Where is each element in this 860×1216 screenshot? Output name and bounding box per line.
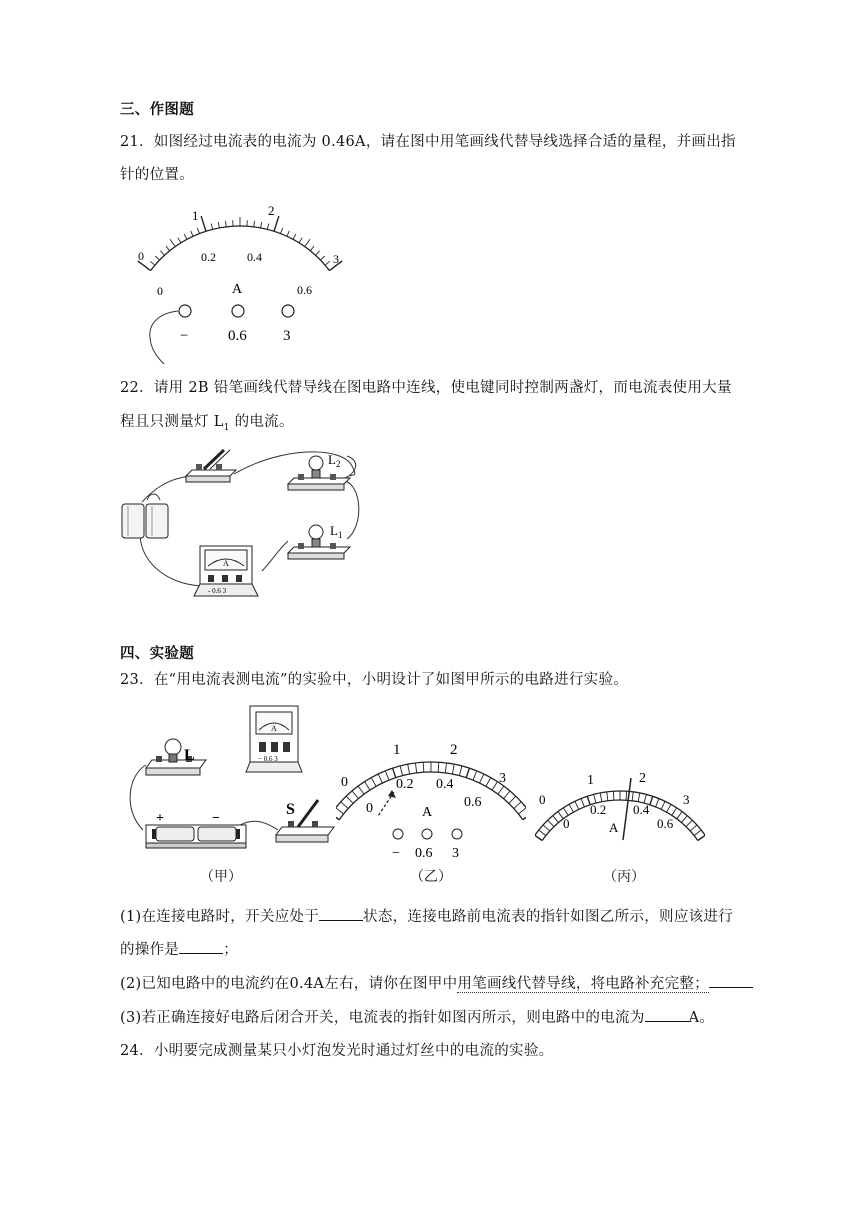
- terminal-3-21[interactable]: [282, 305, 294, 317]
- dial-tick: [336, 814, 339, 820]
- terminal-negative-21[interactable]: [179, 305, 191, 317]
- dial-tick: [466, 768, 469, 777]
- ammeter-scale-21: [138, 216, 342, 271]
- dial-yi-top-tick-2: 2: [450, 742, 458, 758]
- dial-tick: [607, 792, 608, 801]
- answer-blank-operation[interactable]: [179, 941, 223, 954]
- q23-2-text-a: (2)已知电路中的电流约在0.4A左右，请你在图甲中: [120, 976, 458, 992]
- wire-battery-to-meter: [140, 536, 205, 586]
- lamp-l-jia: [146, 739, 206, 775]
- terminal-label-0-6-21: 0.6: [228, 328, 247, 344]
- dial-yi-unit: A: [422, 805, 433, 820]
- section-title-experiment: 四、实验题: [120, 646, 194, 662]
- dial-bing-bottom-tick-06: 0.6: [657, 816, 674, 831]
- q22-text-line2: [120, 410, 294, 433]
- dial-tick: [613, 791, 614, 800]
- q23-part1-line2: [120, 938, 238, 959]
- dial-tick: [543, 825, 550, 831]
- dial-tick: [365, 782, 370, 790]
- lamp-label-jia: L: [184, 747, 195, 764]
- q22-text-line1: 22．请用 2B 铅笔画线代替导线在图电路中连线，使电键同时控制两盏灯，而电流表使用大量: [120, 380, 732, 396]
- q22-text-post: 的电流。: [229, 414, 294, 430]
- wire-l1-to-meter: [262, 541, 288, 571]
- terminal-yi-0-6: [422, 829, 432, 839]
- dial21-top-tick-3: 3: [333, 252, 339, 266]
- dial-tick: [341, 802, 348, 809]
- dial21-unit: A: [232, 282, 243, 297]
- q23-2-text-b: 用笔画线代替导线，将电路补充完整；: [457, 976, 709, 992]
- dial-tick: [539, 830, 546, 836]
- dial-tick: [681, 816, 687, 823]
- terminal-yi-label-negative: −: [392, 846, 400, 861]
- dial-tick: [503, 791, 509, 799]
- q23-1-text-a: (1)在连接电路时，开关应处于: [120, 909, 320, 925]
- dial21-top-tick-1: 1: [192, 208, 199, 223]
- dial-tick: [656, 799, 659, 807]
- dial-tick: [385, 771, 389, 780]
- q23-text: 23．在“用电流表测电流”的实验中，小明设计了如图甲所示的电路进行实验。: [120, 672, 629, 688]
- dial-tick: [415, 763, 416, 773]
- dial-tick: [694, 830, 701, 836]
- dial-tick: [509, 796, 516, 803]
- lamp-l1-label: $L_1$: [330, 523, 343, 540]
- dial-yi-bottom-tick-06: 0.6: [464, 795, 482, 810]
- q22-text-pre: 程且只测量灯 L: [120, 414, 224, 430]
- dial-tick: [178, 238, 181, 243]
- q23-3-text-b: A。: [688, 1010, 715, 1026]
- dial-tick: [492, 782, 497, 790]
- dial-tick: [166, 246, 170, 251]
- dial-tick: [267, 224, 268, 230]
- dial-tick: [336, 808, 344, 814]
- dial-tick: [626, 791, 627, 800]
- needle-bing: [623, 778, 631, 840]
- dial-tick: [170, 239, 175, 246]
- terminal-label-3-21: 3: [283, 328, 291, 344]
- dial-tick: [438, 762, 439, 772]
- dial-tick: [408, 764, 410, 774]
- dial-bing-bottom-tick-0: 0: [563, 816, 570, 831]
- q22-text-sub: 1: [223, 422, 230, 433]
- ammeter-jia-unit: A: [271, 724, 277, 733]
- lead-wire-21: [150, 311, 178, 364]
- dial-tick: [352, 791, 358, 799]
- dial-tick: [281, 228, 283, 234]
- q23-part1-line1: [120, 905, 733, 926]
- dial-tick: [459, 766, 462, 776]
- dial-tick: [287, 231, 290, 236]
- section-title-drawing: 三、作图题: [120, 102, 194, 118]
- circuit-figure-22: [112, 436, 382, 608]
- circuit-figure-jia: [118, 700, 340, 860]
- knife-switch-22: [186, 450, 236, 482]
- dial-tick: [191, 231, 194, 236]
- dial21-top-tick-2: 2: [268, 203, 275, 218]
- ammeter-dial-figure-bing: [535, 760, 705, 850]
- dial-tick: [523, 814, 526, 820]
- dial-tick: [325, 261, 330, 265]
- dial-tick: [563, 808, 568, 816]
- dial-tick: [293, 234, 296, 239]
- q21-text-line1: 21．如图经过电流表的电流为 0.46A，请在图中用笔画线代替导线选择合适的量程，并画出指: [120, 134, 736, 150]
- caption-yi: （乙）: [410, 869, 452, 885]
- dial-tick: [698, 835, 705, 840]
- dial-tick: [197, 228, 199, 234]
- dial21-bottom-tick-04: 0.4: [247, 250, 262, 264]
- dial-yi-bottom-tick-0: 0: [366, 801, 373, 816]
- dial-yi-top-tick-3: 3: [499, 771, 506, 786]
- dial-tick: [201, 216, 206, 231]
- caption-jia: （甲）: [200, 869, 242, 885]
- dial-tick: [672, 808, 677, 816]
- dial-tick: [480, 774, 484, 783]
- dial-tick: [575, 801, 579, 809]
- dial-tick: [569, 804, 573, 812]
- dial-tick: [184, 234, 187, 239]
- dial-tick: [150, 261, 155, 265]
- dial21-bottom-tick-06: 0.6: [297, 283, 312, 297]
- dial-tick: [299, 238, 302, 243]
- dial-tick: [690, 825, 697, 831]
- dial-tick: [548, 820, 554, 826]
- terminal-yi-3: [452, 829, 462, 839]
- lamp-l2-label: $L_2$: [328, 452, 341, 469]
- dial-tick: [518, 808, 526, 814]
- dial21-bottom-tick-02: 0.2: [201, 250, 216, 264]
- dial-tick: [445, 763, 446, 773]
- dial-tick: [650, 796, 653, 805]
- dial-tick: [310, 246, 314, 251]
- dial-tick: [155, 256, 159, 260]
- dial-tick: [274, 216, 279, 231]
- dial-tick: [667, 804, 671, 812]
- lamp-l2: [288, 456, 350, 490]
- dial-tick: [581, 799, 584, 807]
- dial-tick: [677, 812, 682, 819]
- terminal-yi-negative: [393, 829, 403, 839]
- dial-tick: [358, 786, 364, 794]
- ammeter-22-unit: A: [223, 559, 229, 568]
- terminal-yi-label-3: 3: [452, 846, 459, 861]
- ammeter-22-terminals: - 0.6 3: [208, 587, 227, 595]
- dial-tick: [378, 774, 382, 783]
- ammeter-scale-bing: [535, 791, 705, 841]
- wire-lamp-to-battery: [130, 765, 146, 830]
- wire-switch-to-battery: [142, 476, 192, 502]
- answer-blank-current[interactable]: [645, 1009, 689, 1022]
- dial-tick: [305, 239, 310, 246]
- dial-tick: [261, 222, 262, 228]
- dial-tick: [661, 801, 665, 809]
- dial-tick: [535, 835, 542, 840]
- dial-bing-top-tick-1: 1: [587, 773, 594, 788]
- q23-part2: [120, 972, 753, 993]
- dial-tick: [514, 802, 521, 809]
- dial-tick: [498, 786, 504, 794]
- battery-jia: [146, 825, 246, 848]
- terminal-0-6-21[interactable]: [232, 305, 244, 317]
- dial-bing-top-tick-0: 0: [539, 792, 546, 807]
- dial-tick: [316, 251, 320, 255]
- ammeter-jia-terminals: − 0.6 3: [258, 755, 278, 763]
- dial-tick: [638, 793, 640, 802]
- dial-bing-top-tick-3: 3: [683, 792, 690, 807]
- dial-tick: [600, 793, 602, 802]
- battery-minus-label: −: [212, 811, 220, 826]
- answer-blank-circuit[interactable]: [709, 975, 753, 988]
- dial-tick: [400, 766, 403, 776]
- answer-blank-switch-state[interactable]: [319, 908, 363, 921]
- dial-tick: [686, 820, 692, 826]
- dial21-top-tick-0: 0: [138, 249, 144, 263]
- dial-bing-top-tick-2: 2: [639, 771, 646, 786]
- terminal-yi-label-0-6: 0.6: [415, 846, 433, 861]
- dial-tick: [486, 778, 491, 787]
- dial-yi-bottom-tick-02: 0.2: [396, 777, 414, 792]
- dial-arc: [151, 226, 330, 271]
- dial-tick: [346, 796, 353, 803]
- dial-tick: [225, 221, 226, 227]
- dial-tick: [473, 771, 477, 780]
- dial-tick: [211, 224, 212, 230]
- battery-plus-label: +: [156, 811, 164, 826]
- dial-tick: [452, 764, 454, 774]
- q21-text-line2: 针的位置。: [120, 167, 194, 183]
- dial-tick: [320, 256, 324, 260]
- dial-yi-top-tick-1: 1: [393, 742, 401, 758]
- dial-bing-bottom-tick-02: 0.2: [590, 802, 607, 817]
- q23-3-text-a: (3)若正确连接好电路后闭合开关，电流表的指针如图丙所示，则电路中的电流为: [120, 1010, 645, 1026]
- dial-tick: [553, 816, 559, 823]
- wire-l2-to-l1: [345, 481, 359, 539]
- q23-part3: [120, 1006, 714, 1027]
- dial-yi-top-tick-0: 0: [341, 775, 348, 790]
- q23-1-text-b: 状态，连接电路前电流表的指针如图乙所示，则应该进行: [363, 909, 734, 925]
- dial-tick: [254, 221, 255, 227]
- dial21-bottom-tick-0: 0: [157, 284, 163, 298]
- q23-1-text-d: ；: [223, 942, 239, 958]
- dial-tick: [423, 762, 424, 772]
- dial-yi-bottom-tick-04: 0.4: [436, 777, 454, 792]
- dial-tick: [371, 778, 376, 787]
- terminal-label-negative-21: −: [180, 328, 189, 344]
- q24-text: 24．小明要完成测量某只小灯泡发光时通过灯丝中的电流的实验。: [120, 1043, 554, 1059]
- dial-bing-unit: A: [609, 820, 619, 835]
- dial-tick: [160, 251, 164, 255]
- battery-cells-22: [122, 504, 168, 538]
- caption-bing: （丙）: [603, 869, 645, 885]
- ammeter-dial-figure-yi: [336, 734, 526, 864]
- dial-tick: [218, 222, 219, 228]
- q23-1-text-c: 的操作是: [120, 942, 180, 958]
- dial-tick: [632, 792, 633, 801]
- switch-s-jia: [276, 800, 334, 842]
- switch-label-s: S: [286, 801, 295, 818]
- ammeter-dial-figure-21: [130, 198, 370, 366]
- dial-bing-bottom-tick-04: 0.4: [633, 802, 650, 817]
